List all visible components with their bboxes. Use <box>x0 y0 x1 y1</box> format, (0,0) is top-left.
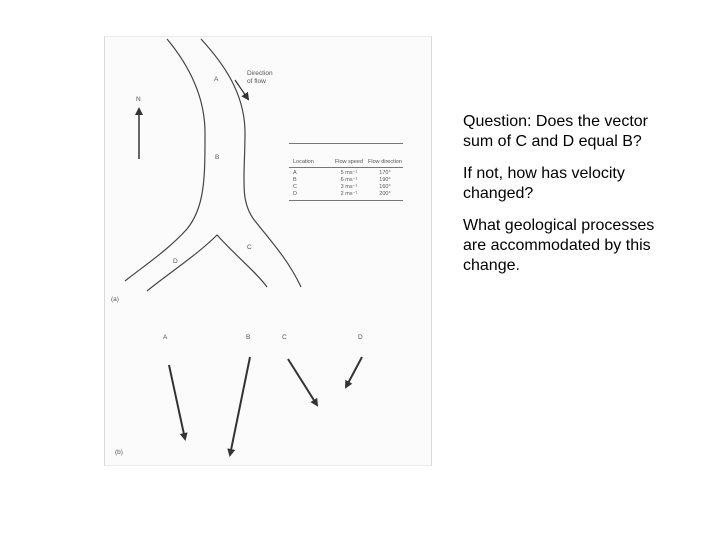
table-row <box>289 177 403 184</box>
cell-location: C <box>293 184 297 190</box>
channel-label-c: C <box>247 244 252 251</box>
table-row <box>289 184 403 191</box>
question-text <box>463 112 673 288</box>
table-row <box>289 191 403 198</box>
question-1: Question: Does the vector sum of C and D equal B? <box>463 113 648 150</box>
cell-direction: 160° <box>379 184 391 190</box>
panel-b-label: (b) <box>115 449 123 456</box>
question-3: What geological processes are accommodated by this change. <box>463 217 655 274</box>
question-2: If not, how has velocity changed? <box>463 165 625 202</box>
cell-speed: 6 ms⁻¹ <box>340 177 358 183</box>
direction-label-line2: of flow <box>247 78 266 85</box>
table-row <box>289 170 403 177</box>
left-bank <box>125 39 205 281</box>
flow-table <box>289 143 403 201</box>
vector-a <box>169 365 185 439</box>
cell-location: B <box>293 177 297 183</box>
north-label: N <box>136 96 141 103</box>
panel-a-label: (a) <box>111 296 119 303</box>
cell-speed: 3 ms⁻¹ <box>340 184 358 190</box>
vector-b <box>230 357 250 455</box>
vector-label-c: C <box>282 334 287 341</box>
vector-label-a: A <box>163 334 168 341</box>
header-speed: Flow speed <box>334 159 364 165</box>
vector-d <box>346 357 362 387</box>
direction-of-flow-label <box>247 70 273 86</box>
cell-speed: 5 ms⁻¹ <box>340 170 358 176</box>
channel-label-d: D <box>173 258 178 265</box>
direction-label-line1: Direction <box>247 70 273 77</box>
cell-direction: 200° <box>379 191 391 197</box>
river-confluence-figure <box>104 36 432 466</box>
cell-location: D <box>293 191 297 197</box>
flow-table-body <box>289 168 403 201</box>
cell-direction: 170° <box>379 170 391 176</box>
vector-label-d: D <box>358 334 363 341</box>
header-location: Location <box>293 159 314 165</box>
vector-c <box>288 359 317 405</box>
channel-label-b: B <box>215 154 220 161</box>
flow-table-header <box>289 143 403 168</box>
vector-label-b: B <box>246 334 251 341</box>
figure-drawing <box>105 37 431 465</box>
header-direction: Flow direction <box>368 159 402 165</box>
cell-location: A <box>293 170 297 176</box>
channel-label-a: A <box>214 76 219 83</box>
cell-direction: 190° <box>379 177 391 183</box>
cell-speed: 2 ms⁻¹ <box>340 191 358 197</box>
